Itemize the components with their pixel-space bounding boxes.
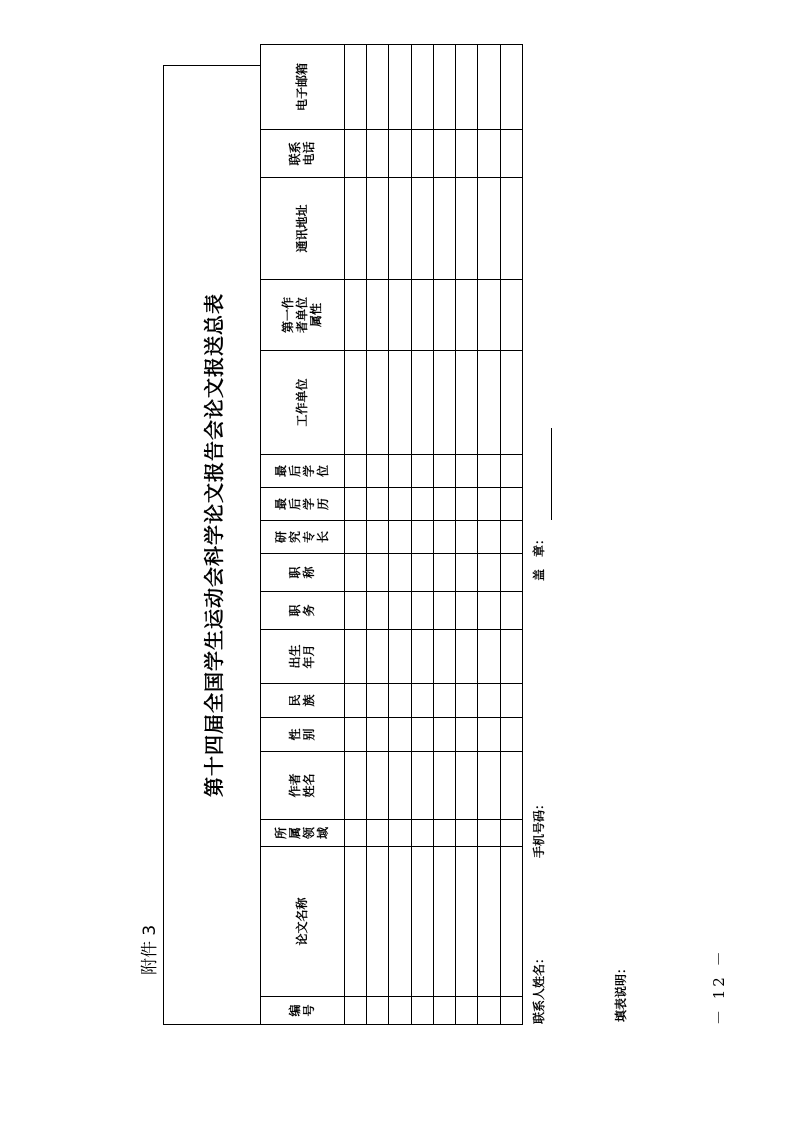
table-cell[interactable] [456, 630, 478, 684]
table-cell[interactable] [344, 554, 366, 592]
table-cell[interactable] [433, 630, 455, 684]
table-cell[interactable] [344, 45, 366, 130]
table-cell[interactable] [433, 718, 455, 752]
table-cell[interactable] [500, 684, 522, 718]
table-cell[interactable] [500, 280, 522, 351]
table-cell[interactable] [344, 630, 366, 684]
table-cell[interactable] [344, 178, 366, 280]
table-cell[interactable] [389, 178, 411, 280]
table-row [456, 45, 478, 1025]
header-15: 通讯地址 [261, 178, 345, 280]
header-7: 出生 年月 [261, 630, 345, 684]
table-cell[interactable] [478, 178, 500, 280]
table-cell[interactable] [433, 592, 455, 630]
table-cell[interactable] [411, 45, 433, 130]
table-cell[interactable] [456, 488, 478, 521]
table-cell[interactable] [456, 280, 478, 351]
table-cell[interactable] [456, 521, 478, 554]
table-cell[interactable] [367, 455, 389, 488]
table-cell[interactable] [411, 178, 433, 280]
table-row [389, 45, 411, 1025]
header-11: 最 后 学 历 [261, 488, 345, 521]
table-cell[interactable] [500, 820, 522, 847]
table-cell[interactable] [500, 630, 522, 684]
table-cell[interactable] [389, 752, 411, 820]
table-cell[interactable] [389, 521, 411, 554]
header-12: 最 后 学 位 [261, 455, 345, 488]
table-cell[interactable] [411, 455, 433, 488]
table-cell[interactable] [367, 684, 389, 718]
table-cell[interactable] [456, 554, 478, 592]
table-cell[interactable] [433, 820, 455, 847]
seal-underline [551, 428, 552, 520]
table-cell[interactable] [478, 488, 500, 521]
table-cell[interactable] [433, 280, 455, 351]
table-cell[interactable] [478, 684, 500, 718]
table-cell[interactable] [367, 488, 389, 521]
table-cell[interactable] [411, 351, 433, 455]
table-cell[interactable] [478, 752, 500, 820]
header-17: 电子邮箱 [261, 45, 345, 130]
table-cell[interactable] [367, 130, 389, 178]
table-cell[interactable] [500, 592, 522, 630]
table-cell[interactable] [456, 997, 478, 1025]
table-cell[interactable] [389, 592, 411, 630]
table-cell[interactable] [389, 630, 411, 684]
submission-form-sheet [163, 65, 523, 1025]
table-cell[interactable] [389, 820, 411, 847]
table-cell[interactable] [500, 130, 522, 178]
table-cell[interactable] [478, 45, 500, 130]
annex-label: 附件 3 [140, 924, 160, 975]
table-cell[interactable] [411, 130, 433, 178]
table-cell[interactable] [456, 178, 478, 280]
table-cell[interactable] [478, 351, 500, 455]
header-9: 职 称 [261, 554, 345, 592]
table-cell[interactable] [478, 554, 500, 592]
table-cell[interactable] [478, 521, 500, 554]
table-cell[interactable] [389, 351, 411, 455]
table-cell[interactable] [367, 718, 389, 752]
table-cell[interactable] [478, 455, 500, 488]
table-cell[interactable] [344, 592, 366, 630]
table-cell[interactable] [389, 997, 411, 1025]
table-cell[interactable] [389, 130, 411, 178]
table-cell[interactable] [411, 752, 433, 820]
table-cell[interactable] [411, 997, 433, 1025]
header-4: 作者 姓名 [261, 752, 345, 820]
table-cell[interactable] [367, 847, 389, 997]
table-cell[interactable] [500, 997, 522, 1025]
table-row [433, 45, 455, 1025]
table-cell[interactable] [500, 554, 522, 592]
table-cell[interactable] [344, 718, 366, 752]
table-cell[interactable] [367, 178, 389, 280]
table-cell[interactable] [456, 130, 478, 178]
table-cell[interactable] [411, 847, 433, 997]
table-cell[interactable] [411, 554, 433, 592]
table-cell[interactable] [367, 752, 389, 820]
table-row [367, 45, 389, 1025]
table-cell[interactable] [411, 718, 433, 752]
table-row [344, 45, 366, 1025]
table-cell[interactable] [389, 488, 411, 521]
table-cell[interactable] [389, 455, 411, 488]
header-2: 论文名称 [261, 847, 345, 997]
table-cell[interactable] [344, 455, 366, 488]
submission-table [260, 44, 523, 1025]
table-cell[interactable] [433, 488, 455, 521]
table-cell[interactable] [344, 752, 366, 820]
table-cell[interactable] [367, 592, 389, 630]
table-cell[interactable] [367, 630, 389, 684]
table-cell[interactable] [433, 847, 455, 997]
table-cell[interactable] [389, 847, 411, 997]
table-cell[interactable] [344, 684, 366, 718]
table-cell[interactable] [433, 684, 455, 718]
table-cell[interactable] [411, 280, 433, 351]
table-cell[interactable] [456, 718, 478, 752]
table-cell[interactable] [500, 718, 522, 752]
contact-name-label: 联系人姓名： [532, 951, 546, 1024]
table-cell[interactable] [500, 752, 522, 820]
table-cell[interactable] [478, 997, 500, 1025]
table-cell[interactable] [367, 521, 389, 554]
table-cell[interactable] [478, 630, 500, 684]
table-row [411, 45, 433, 1025]
table-cell[interactable] [433, 521, 455, 554]
table-cell[interactable] [344, 130, 366, 178]
table-cell[interactable] [456, 820, 478, 847]
table-cell[interactable] [433, 130, 455, 178]
header-8: 职 务 [261, 592, 345, 630]
table-cell[interactable] [367, 820, 389, 847]
table-cell[interactable] [500, 45, 522, 130]
table-cell[interactable] [433, 455, 455, 488]
table-cell[interactable] [433, 752, 455, 820]
table-cell[interactable] [478, 718, 500, 752]
table-cell[interactable] [344, 847, 366, 997]
page-number: － 12 － [710, 948, 728, 1025]
table-cell[interactable] [433, 997, 455, 1025]
table-cell[interactable] [456, 455, 478, 488]
table-cell[interactable] [389, 554, 411, 592]
header-1: 编 号 [261, 997, 345, 1025]
table-cell[interactable] [478, 847, 500, 997]
table-cell[interactable] [433, 45, 455, 130]
table-cell[interactable] [389, 280, 411, 351]
table-cell[interactable] [389, 45, 411, 130]
table-cell[interactable] [344, 820, 366, 847]
table-cell[interactable] [411, 488, 433, 521]
table-cell[interactable] [456, 684, 478, 718]
table-cell[interactable] [344, 521, 366, 554]
table-cell[interactable] [344, 280, 366, 351]
table-cell[interactable] [500, 178, 522, 280]
table-cell[interactable] [411, 592, 433, 630]
table-cell[interactable] [433, 178, 455, 280]
table-cell[interactable] [367, 554, 389, 592]
table-row [500, 45, 522, 1025]
table-cell[interactable] [367, 351, 389, 455]
table-cell[interactable] [456, 752, 478, 820]
table-cell[interactable] [389, 684, 411, 718]
form-title: 第十四届全国学生运动会科学论文报告会论文报送总表 [163, 65, 260, 1025]
table-cell[interactable] [344, 997, 366, 1025]
header-13: 工作单位 [261, 351, 345, 455]
table-cell[interactable] [456, 847, 478, 997]
table-cell[interactable] [367, 280, 389, 351]
header-5: 性 别 [261, 718, 345, 752]
table-cell[interactable] [478, 592, 500, 630]
table-cell[interactable] [411, 684, 433, 718]
table-cell[interactable] [456, 351, 478, 455]
table-cell[interactable] [500, 847, 522, 997]
table-cell[interactable] [433, 351, 455, 455]
table-cell[interactable] [344, 488, 366, 521]
phone-label: 手机号码： [532, 797, 546, 858]
table-cell[interactable] [500, 351, 522, 455]
table-cell[interactable] [367, 997, 389, 1025]
header-6: 民 族 [261, 684, 345, 718]
table-cell[interactable] [500, 521, 522, 554]
header-14: 第一作 者单位 属性 [261, 280, 345, 351]
table-cell[interactable] [500, 455, 522, 488]
table-row [478, 45, 500, 1025]
table-cell[interactable] [389, 718, 411, 752]
table-cell[interactable] [478, 130, 500, 178]
header-16: 联系 电话 [261, 130, 345, 178]
table-cell[interactable] [500, 488, 522, 521]
table-cell[interactable] [478, 280, 500, 351]
header-3: 所 属 领 域 [261, 820, 345, 847]
seal-label: 盖 章： [532, 532, 546, 581]
table-cell[interactable] [456, 592, 478, 630]
table-cell[interactable] [344, 351, 366, 455]
table-cell[interactable] [411, 630, 433, 684]
notes-label: 填表说明： [614, 961, 628, 1022]
table-cell[interactable] [411, 521, 433, 554]
table-cell[interactable] [456, 45, 478, 130]
table-cell[interactable] [433, 554, 455, 592]
table-cell[interactable] [367, 45, 389, 130]
table-cell[interactable] [478, 820, 500, 847]
header-10: 研 究 专 长 [261, 521, 345, 554]
table-cell[interactable] [411, 820, 433, 847]
